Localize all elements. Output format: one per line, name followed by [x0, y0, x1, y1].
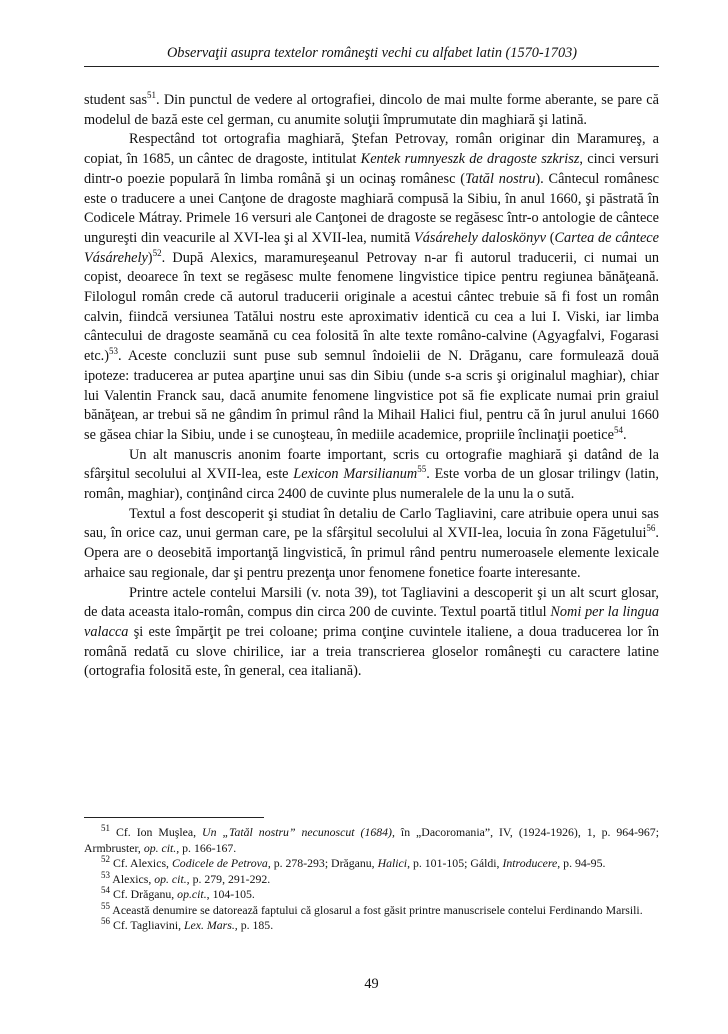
footnote-51: $^{51}$ Cf. Ion Muşlea, Un „Tatăl nostru” necunoscut (1684), în „Dacoromania”, IV, (1924-1926), 1, p. 964-967; Armbruster, op. cit., p. 166-167.: [84, 823, 659, 855]
footnote-54: $^{54}$ Cf. Drăganu, op.cit., 104-105.: [101, 885, 255, 901]
footnote-rule: [84, 817, 264, 818]
paragraph-2: Respectând tot ortografia maghiară, Ştefan Petrovay, român originar din Maramureş, a copiat, în 1685, un cântec de dragoste, intitulat Kentek rumnyeszk de dragoste szkrisz, cinci versuri dintr-o poezie populară în limba română şi un ocinaş românesc (Tatăl nostru). Cântecul românesc este o traducere a unei Canţone de dragoste maghiară compusă la Sibiu, în anul 1660, şi păstrată în Codicele Mátray. Primele 16 versuri ale Canţonei de dragoste se regăsesc într-o antologie de cântece ungureşti din veacurile al XVI-lea şi al XVII-lea, numită Vásárehely daloskönyv (Cartea de cântece Vásárehely)$^{52}$. După Alexics, maramureşeanul Petrovay n-ar fi autorul traducerii, ci numai un copist, deoarece în text se regăsesc multe fenomene lingvistice tipice pentru regiunea bănăţeană. Filologul român crede că autorul traducerii originale a acestui cântec trebuie să fi fost un român calvin, fiindcă versiunea Tatălui nostru este aproximativ identică cu cea a lui I. Viski, iar limba cântecului de dragoste seamănă cu cea folosită în alte texte româno-calvine (Agyagfalvi, Fogarasi etc.)$^{53}$. Aceste concluzii sunt puse sub semnul îndoielii de N. Drăganu, care formulează două ipoteze: traducerea ar putea aparţine unui sas din Sibiu (unde s-a scris şi originalul maghiar), chiar lui Valentin Franck sau, dacă anumite fenomene lingvistice pot să fie explicate numai prin graiul bănăţean, ar trebui să ne gândim în primul rând la Mihail Halici fiul, pentru că în jurul anului 1660 se găsea chiar la Sibiu, unde i se cunoşteau, în mediile academice, propriile înclinaţii poetice$^{54}$.: [84, 131, 660, 443]
header-rule: [84, 66, 659, 67]
running-header: Observaţii asupra textelor româneşti vechi cu alfabet latin (1570-1703): [166, 45, 578, 61]
footnotes: [84, 825, 659, 934]
paragraph-5: Printre actele contelui Marsili (v. nota 39), tot Tagliavini a descoperit şi un alt scurt glosar, de data aceasta italo-român, compus din circa 200 de cuvinte. Textul poartă titlul Nomi per la lingua valacca şi este împărţit pe trei coloane; prima conţine cuvintele italiene, a doua traducerea lor în română redată cu slove chirilice, iar a treia transcrierea gloselor româneşti cu caractere latine (ortografia folosită este, în general, cea italiană).: [84, 584, 659, 680]
paragraph-1: student sas$^{51}$. Din punctul de vedere al ortografiei, dincolo de mai multe forme aberante, se pare că modelul de bază este cel german, cu anumite soluţii împrumutate din maghiară şi latină.: [84, 90, 659, 128]
footnote-ref-56: 56: [646, 523, 656, 534]
main-text: [84, 91, 659, 682]
footnote-55: $^{55}$ Această denumire se datorează faptului că glosarul a fost găsit printre manuscrisele contelui Ferdinando Marsili.: [101, 900, 643, 917]
footnote-56: $^{56}$ Cf. Tagliavini, Lex. Mars., p. 185.: [101, 916, 274, 932]
footnote-52: $^{52}$ Cf. Alexics, Codicele de Petrova, p. 278-293; Drăganu, Halici, p. 101-105; Gáldi, Introducere, p. 94-95.: [101, 854, 606, 870]
footnote-ref-54: 54: [613, 425, 623, 436]
footnote-ref-53: 53: [109, 346, 118, 357]
paragraph-3: Un alt manuscris anonim foarte important, scris cu ortografie maghiară şi datând de la sfârşitul secolului al XVII-lea, este Lexicon Marsilianum$^{55}$. Este vorba de un glosar trilingv (latin, român, maghiar), conţinând circa 2400 de cuvinte plus numeralele de la unu la o sută.: [84, 446, 659, 503]
page-number: 49: [364, 976, 379, 992]
footnote-53: $^{53}$ Alexics, op. cit., p. 279, 291-292.: [101, 869, 271, 886]
footnote-ref-52: 52: [152, 247, 162, 258]
paragraph-4: Textul a fost descoperit şi studiat în detaliu de Carlo Tagliavini, care atribuie opera unui sas sau, în orice caz, unui german care, pe la sfârşitul secolului al XVII-lea, locuia în zona Făgetului$^{56}$. Opera are o deosebită importanţă lingvistică, în primul rând pentru numeroasele elemente lexicale arhaice sau regionale, dar şi pentru prezenţa unor fenomene fonetice foarte interesante.: [84, 505, 659, 581]
footnote-ref-51: 51: [147, 90, 157, 101]
footnote-ref-55: 55: [417, 464, 427, 475]
